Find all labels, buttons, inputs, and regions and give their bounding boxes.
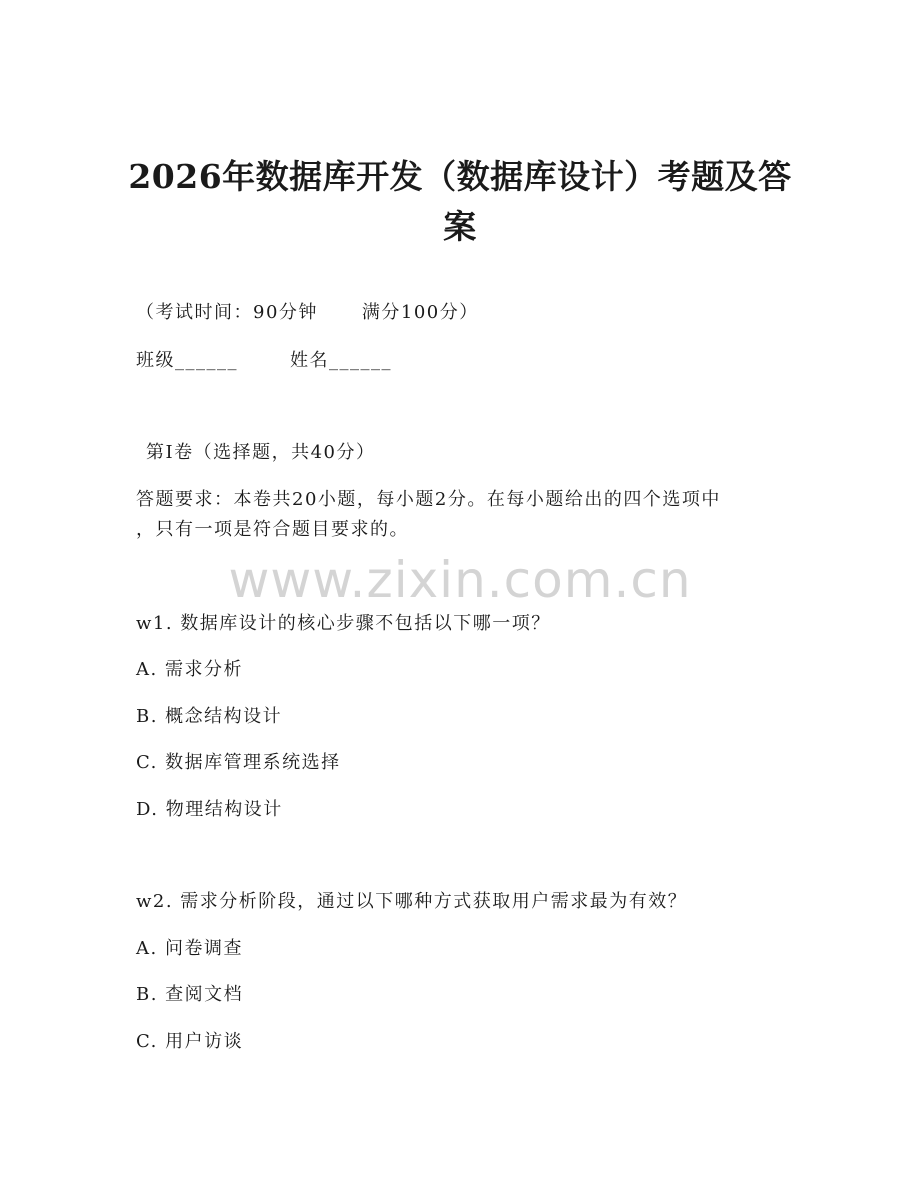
question-1-option-b: B. 概念结构设计 bbox=[136, 706, 283, 727]
exam-full-score: 满分100分） bbox=[361, 302, 479, 323]
class-field: 班级______ bbox=[136, 350, 238, 371]
question-1-option-c: C. 数据库管理系统选择 bbox=[136, 752, 341, 773]
question-2-option-b: B. 查阅文档 bbox=[136, 984, 244, 1005]
question-2-option-c: C. 用户访谈 bbox=[136, 1031, 244, 1052]
instructions-line-2: ，只有一项是符合题目要求的。 bbox=[136, 519, 409, 540]
watermark: www.zixin.com.cn bbox=[228, 551, 692, 609]
question-2-stem: w2. 需求分析阶段，通过以下哪种方式获取用户需求最为有效？ bbox=[136, 891, 688, 912]
document-title: 2026年数据库开发（数据库设计）考题及答案 bbox=[128, 157, 792, 246]
section-heading: 第I卷（选择题，共40分） bbox=[146, 442, 376, 463]
question-1-option-d: D. 物理结构设计 bbox=[136, 799, 283, 820]
question-1-stem: w1. 数据库设计的核心步骤不包括以下哪一项？ bbox=[136, 613, 551, 634]
exam-time: （考试时间：90分钟 bbox=[136, 302, 318, 323]
question-1-option-a: A. 需求分析 bbox=[136, 659, 243, 680]
instructions-line-1: 答题要求：本卷共20小题，每小题2分。在每小题给出的四个选项中 bbox=[136, 489, 721, 510]
question-2-option-a: A. 问卷调查 bbox=[136, 938, 243, 959]
name-field: 姓名______ bbox=[290, 350, 392, 371]
student-fields bbox=[136, 348, 392, 374]
exam-info bbox=[136, 300, 479, 326]
